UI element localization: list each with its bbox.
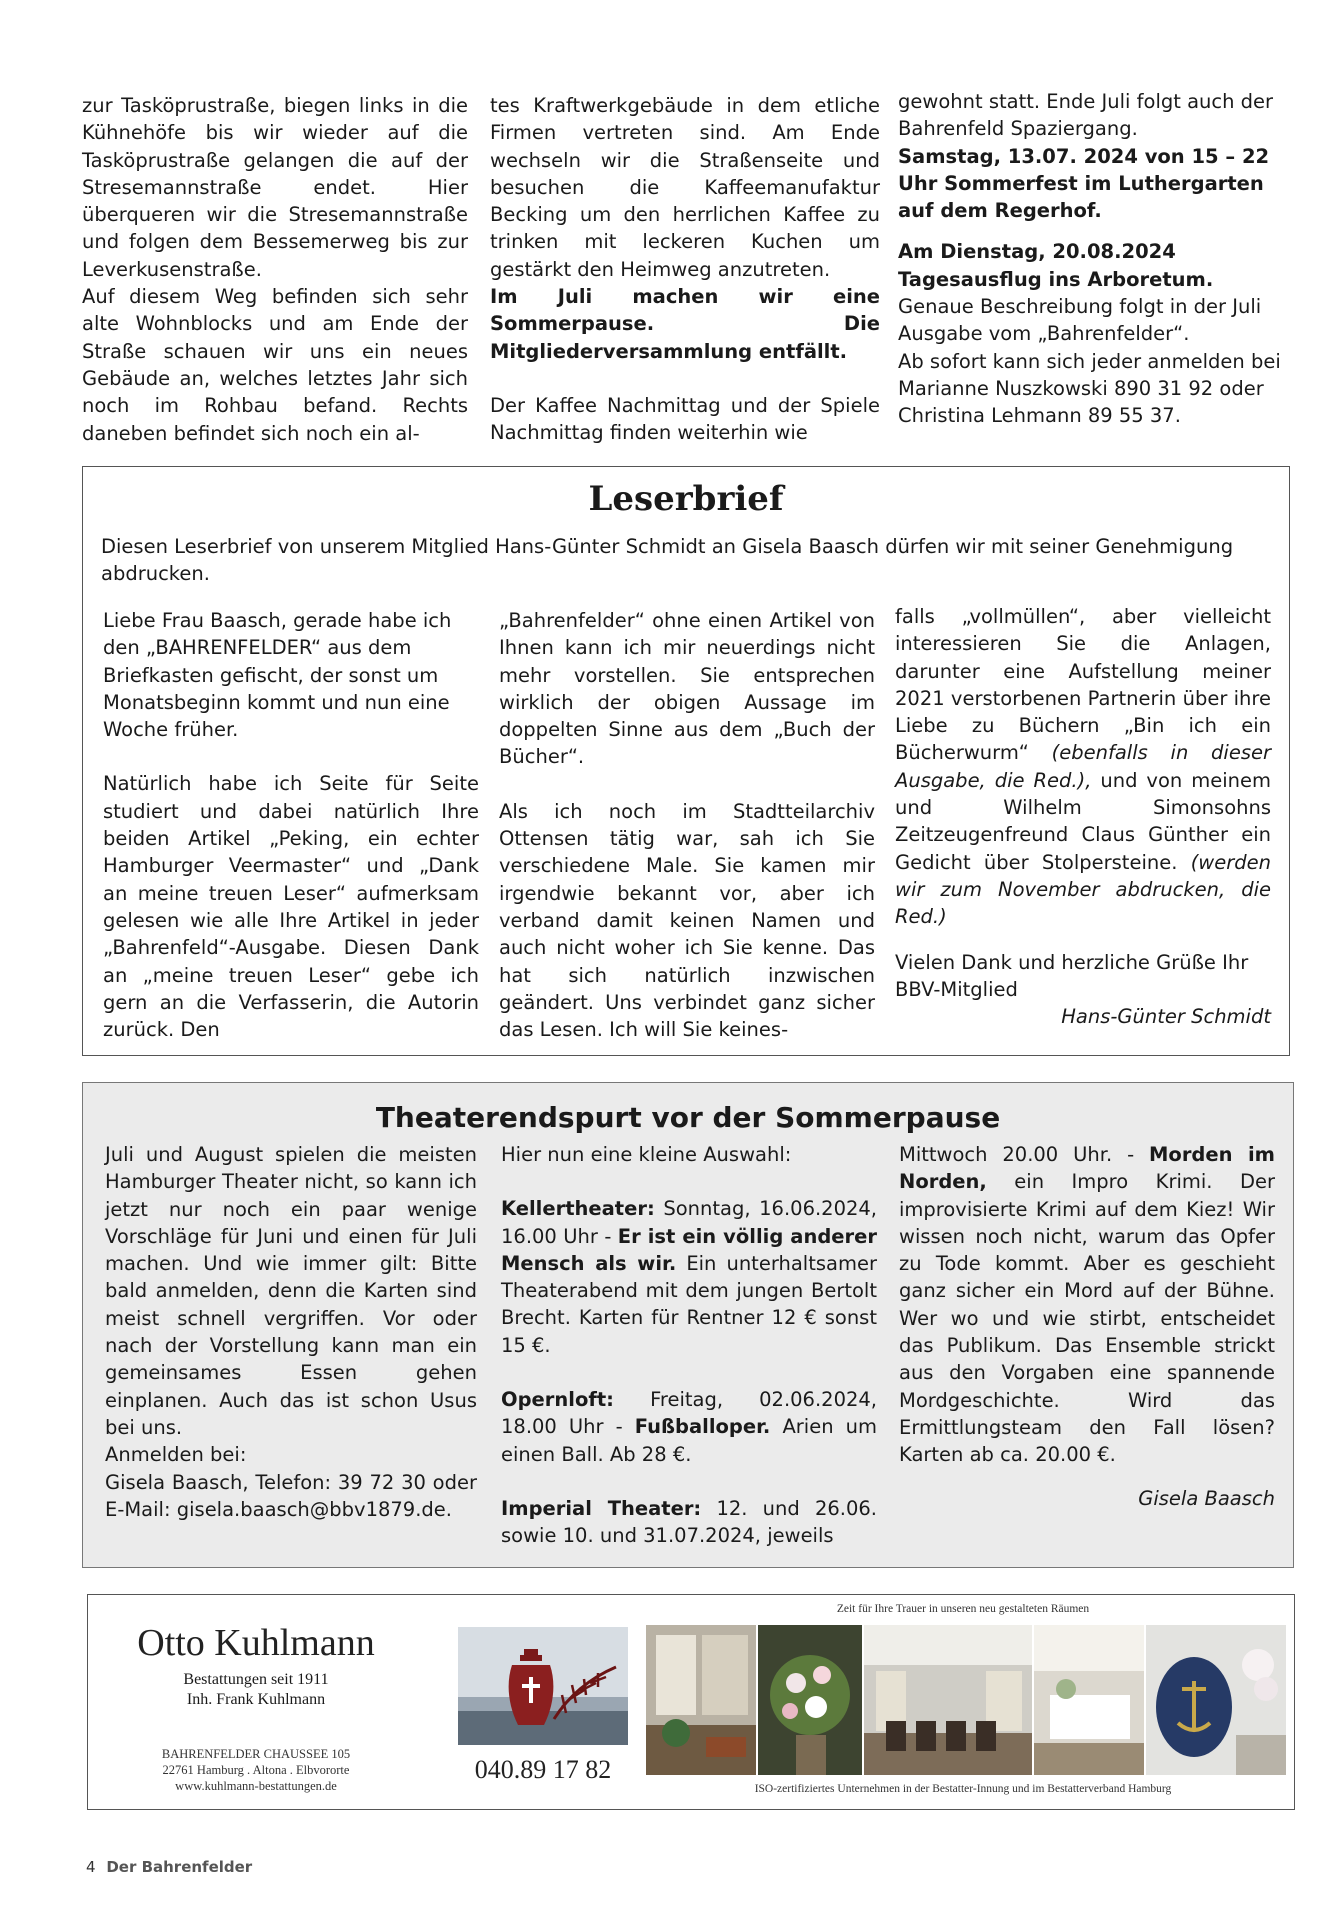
- theater-box: [82, 1082, 1294, 1568]
- paragraph: Ab sofort kann sich jeder anmelden bei Marianne Nuszkowski 890 31 92 oder Christina Lehmann 89 55 37.: [898, 349, 1281, 428]
- paragraph: Genaue Beschreibung folgt in der Juli Ausgabe vom „Bahrenfelder“.: [898, 295, 1262, 346]
- paragraph: Hier nun eine kleine Auswahl:: [501, 1143, 792, 1166]
- event-sommerfest: Samstag, 13.07. 2024 von 15 – 22 Uhr Sommerfest im Luthergarten auf dem Regerhof.: [898, 144, 1270, 223]
- article-column-3: [898, 88, 1288, 430]
- theater-column-2: [501, 1141, 877, 1550]
- venue-name: Imperial Theater:: [501, 1496, 702, 1520]
- text: und von meinem und Wilhelm Simonsohns Zeitzeugenfreund Claus Günther ein Gedicht über Stolpersteine.: [895, 768, 1271, 874]
- closing: Vielen Dank und herzliche Grüße Ihr BBV-Mitglied: [895, 950, 1249, 1001]
- paragraph: Natürlich habe ich Seite für Seite studiert und dabei natürlich Ihre beiden Artikel „Peking, ein echter Hamburger Veermaster“ und „Dank an meine treuen Leser“ aufmerksam gelesen wie alle Ihre Artikel in jeder „Bahrenfeld“-Ausgabe. Diesen Dank an „meine treuen Leser“ gebe ich gern an die Verfasserin, die Autorin zurück. Den: [103, 772, 479, 1042]
- paragraph: [895, 603, 1271, 931]
- leserbrief-box: [82, 466, 1290, 1056]
- photo-hall: [864, 1625, 1032, 1775]
- show-title: Fußballoper.: [634, 1415, 771, 1439]
- text: falls „vollmüllen“, aber vielleicht interessieren Sie die Anlagen, darunter eine Aufstellung meiner 2021 verstorbenen Partnerin über ihre Liebe zu Büchern „Bin ich ein Bücherwurm“: [895, 605, 1271, 765]
- company-owner: Inh. Frank Kuhlmann: [186, 1691, 326, 1708]
- section-title: Leserbrief: [588, 479, 784, 519]
- page-number: 4: [86, 1858, 96, 1876]
- text: Arien um einen Ball. Ab 28 €.: [501, 1415, 878, 1466]
- publication-name: Der Bahrenfelder: [106, 1858, 253, 1876]
- letter-column-3: [895, 603, 1271, 1030]
- show-kellertheater: [501, 1195, 877, 1359]
- show-title: Er ist ein völlig anderer Mensch als wir.: [501, 1224, 877, 1275]
- company-tagline: Bestattungen seit 1911: [183, 1671, 329, 1688]
- text: Freitag, 02.06.2024, 18.00 Uhr -: [501, 1388, 877, 1439]
- signature: Gisela Baasch: [1138, 1486, 1275, 1510]
- editor-note: (ebenfalls in dieser Ausgabe, die Red.),: [895, 741, 1271, 792]
- company-name: Otto Kuhlmann: [137, 1622, 375, 1664]
- phone-number: 040.89 17 82: [474, 1755, 612, 1784]
- text: Sonntag, 16.06.2024, 16.00 Uhr -: [501, 1197, 877, 1248]
- paragraph: tes Kraftwerkgebäude in dem etliche Firmen vertreten sind. Am Ende wechseln wir die Straßenseite und besuchen die Kaffeemanufaktur Becking um den herrlichen Kaffee zu trinken mit leckeren Kuchen um gestärkt den Heimweg anzutreten.: [490, 94, 880, 281]
- company-website: www.kuhlmann-bestattungen.de: [175, 1779, 337, 1793]
- company-city: 22761 Hamburg . Altona . Elbvororte: [162, 1763, 350, 1777]
- article-column-1: [82, 92, 468, 447]
- show-opernloft: [501, 1386, 877, 1468]
- advertisement: [87, 1594, 1295, 1810]
- paragraph: Juli und August spielen die meisten Hamburger Theater nicht, so kann ich jetzt nur noch ein paar wenige Vorschläge für Juni und einen für Juli machen. Und wie immer gilt: Bitte bald anmelden, denn die Karten sind meist schnell vergriffen. Vor oder nach der Vorstellung kann man ein gemeinsames Essen gehen einplanen. Auch das ist schon Usus bei uns.: [105, 1143, 477, 1439]
- section-intro: Diesen Leserbrief von unserem Mitglied Hans-Günter Schmidt an Gisela Baasch dürfen wir mit seiner Genehmigung abdrucken.: [101, 535, 1234, 586]
- venue-name: Opernloft:: [501, 1388, 614, 1412]
- photo-caption-top: Zeit für Ihre Trauer in unseren neu gestalteten Räumen: [836, 1603, 1090, 1615]
- article-column-2: [490, 92, 880, 447]
- paragraph: Der Kaffee Nachmittag und der Spiele Nachmittag finden weiterhin wie: [490, 393, 880, 445]
- show-title: Morden im Norden,: [899, 1143, 1275, 1194]
- paragraph: Als ich noch im Stadtteilarchiv Ottensen tätig war, sah ich Sie verschiedene Male. Sie kamen mir irgendwie bekannt vor, aber ich verband damit keinen Namen und auch nicht woher ich Sie kenne. Das hat sich natürlich inzwischen geändert. Uns verbindet ganz sicher das Lesen. Ich will Sie keines-: [499, 799, 875, 1042]
- paragraph: Liebe Frau Baasch, gerade habe ich den „BAHRENFELDER“ aus dem Briefkasten gefischt, der sonst um Monatsbeginn kommt und nun eine Woche früher.: [103, 609, 452, 742]
- photo-table: [1034, 1625, 1144, 1775]
- urn-logo-icon: [458, 1627, 628, 1745]
- theater-column-3: [899, 1141, 1275, 1512]
- photo-caption-bottom: ISO-zertifiziertes Unternehmen in der Bestatter-Innung und im Bestatterverband Hamburg: [754, 1783, 1172, 1795]
- event-tagesausflug-date: Am Dienstag, 20.08.2024 Tagesausflug ins Arboretum.: [898, 240, 1214, 291]
- letter-column-2: [499, 607, 875, 1043]
- notice-summer-break: Im Juli machen wir eine Sommerpause. Die Mitgliederversammlung entfällt.: [490, 285, 880, 363]
- paragraph: „Bahrenfelder“ ohne einen Artikel von Ihnen kann ich mir neuerdings nicht mehr vorstellen. Sie entsprechen wirklich der obigen Aussage im doppelten Sinne aus dem „Buch der Bücher“.: [499, 609, 875, 769]
- paragraph: Auf diesem Weg befinden sich sehr alte Wohnblocks und am Ende der Straße schauen wir uns ein neues Gebäude an, welches letztes Jahr sich noch im Rohbau befand. Rechts daneben befindet sich noch ein al-: [82, 285, 468, 445]
- venue-name: Kellertheater:: [501, 1197, 655, 1221]
- paragraph: gewohnt statt. Ende Juli folgt auch der Bahrenfeld Spaziergang.: [898, 90, 1274, 141]
- paragraph: zur Tasköprustraße, biegen links in die Kühnehöfe bis wir wieder auf die Tasköprustraße gelangen die auf der Stresemannstraße endet. Hier überqueren wir die Stresemannstraße und folgen dem Bessemerweg bis zur Leverkusenstraße.: [82, 94, 468, 281]
- editor-note: (werden wir zum November abdrucken, die Red.): [895, 850, 1271, 929]
- text: ein Impro Krimi. Der improvisierte Krimi auf dem Kiez! Wir wissen noch nicht, warum das Opfer zu Tode kommt. Aber es geschieht ganz sicher ein Mord auf der Bühne. Wer wo und wie stirbt, entscheidet das Publikum. Das Ensemble strickt aus den Vorgaben eine spannende Mordgeschichte. Wird das Ermittlungsteam den Fall lösen? Karten ab ca. 20.00 €.: [899, 1170, 1275, 1467]
- show-imperial: [501, 1495, 877, 1550]
- photo-strip: [646, 1625, 1286, 1775]
- contact-info: Gisela Baasch, Telefon: 39 72 30 oder E-Mail: gisela.baasch@bbv1879.de.: [105, 1470, 477, 1521]
- photo-room-1: [646, 1625, 756, 1775]
- paragraph: [899, 1141, 1275, 1469]
- section-title: Theaterendspurt vor der Sommerpause: [375, 1101, 1001, 1134]
- page-footer: [86, 1858, 252, 1876]
- signature: Hans-Günter Schmidt: [1061, 1005, 1271, 1029]
- company-address: BAHRENFELDER CHAUSSEE 105: [161, 1747, 351, 1761]
- theater-column-1: [105, 1141, 477, 1523]
- paragraph: Anmelden bei:: [105, 1443, 247, 1467]
- letter-column-1: [103, 607, 479, 1043]
- photo-anchor-urn: [1146, 1625, 1286, 1775]
- event-tagesausflug: [898, 238, 1288, 347]
- text: Ein unterhaltsamer Theaterabend mit dem jungen Bertolt Brecht. Karten für Rentner 12 € sonst 15 €.: [501, 1251, 877, 1357]
- text: Mittwoch 20.00 Uhr. -: [899, 1143, 1135, 1166]
- photo-flowers: [758, 1625, 862, 1775]
- text: 12. und 26.06. sowie 10. und 31.07.2024, jeweils: [501, 1496, 877, 1548]
